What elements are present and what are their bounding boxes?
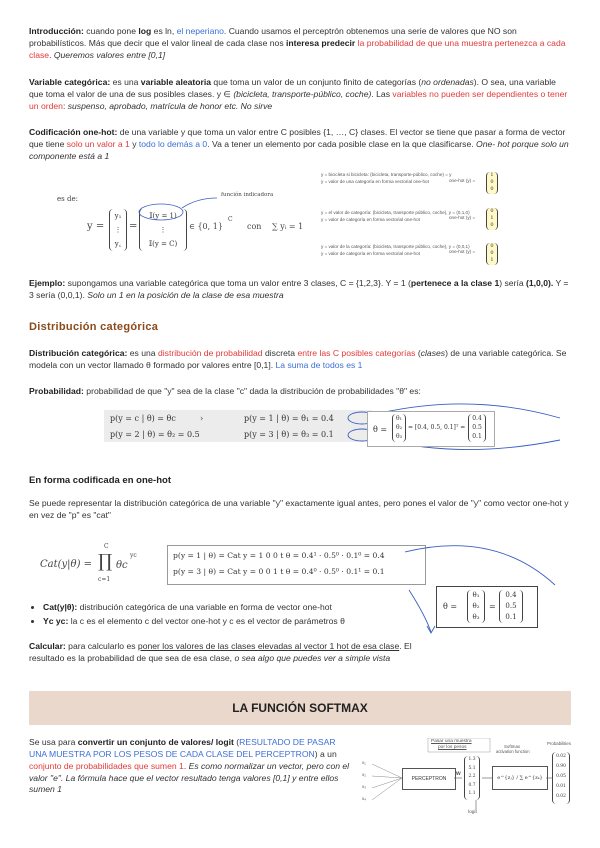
text: ) de una variable categórica. Se modela con un vector llamado θ formado por valores entre [0,1]. — [29, 348, 567, 370]
bullet-text: distribución categórica de una variable en forma de vector one-hot — [77, 602, 332, 612]
prob-value: 0.05 — [556, 774, 566, 779]
prob-eq-4: p(y = 3 | θ) = θ₃ = 0.1 — [244, 430, 334, 439]
ordenadas-term: no ordenadas — [421, 77, 474, 87]
onehot-vector-3 — [486, 243, 498, 265]
softmax-label: Softmax — [504, 744, 521, 749]
theta-label: θ = — [373, 425, 388, 434]
cat-theta-symbol: θ₃ — [472, 613, 480, 621]
onehot-figure: es de: y = y₁ ⋮ y꜀ = 𝕀(y = 1) ⋮ 𝕀(y = C) función indicadora ∈ {0, 1} C con ∑ yᵢ = 1 y = bicicleta si bicicleta: (bicicleta, transporte-público, coche) = y y = valor de una categoría en forma vectorial one-hot y = el valor de categoría: (bicicleta, transporte público, coche), y = (0,1,0) y = valor de categoría en forma vectorial one-hot y = valor de la categoría: (bicicleta, transporte público, coche), y = (0,0,1) y = valor de categoría en forma vectorial one-hot one-hot (y) = one-hot (y) = one-hot (y) = 1 0 0 0 1 0 0 0 1 — [29, 172, 571, 272]
cat-theta-label: θ = — [443, 602, 458, 611]
solo-highlight: solo un valor a 1 — [66, 138, 130, 149]
probabilities-label: Probabilities — [547, 741, 571, 746]
bullet-term: Cat(y|θ): — [43, 602, 78, 612]
prob-value: 0.01 — [556, 784, 566, 789]
prob-highlight: la probabilidad de que una muestra pertenezca a cada clase — [29, 37, 566, 60]
theta-box — [367, 411, 495, 447]
theta-symbol: θ₃ — [395, 433, 403, 440]
softmax-bold: convertir un conjunto de valores/ logit — [77, 737, 234, 747]
indicator-row-3: 𝕀(y = C) — [148, 240, 178, 248]
calcular-paragraph — [29, 641, 419, 665]
logit-value: 0.7 — [468, 782, 476, 788]
entre-highlight: entre las C posibles categorías — [297, 348, 416, 358]
annotation-text: función indicadora — [221, 192, 274, 198]
intro-label: Introducción: — [29, 26, 84, 36]
cat-equation — [40, 540, 170, 590]
text: . Va a tener un elemento por cada posible clase en la que clasificarse. — [207, 138, 477, 149]
theta-value: 0.1 — [472, 433, 482, 440]
text: . — [183, 760, 189, 771]
text: cuando pone — [83, 26, 139, 36]
ejemplos2-term: suspenso, aprobado, matrícula de honor etc. No sirve — [67, 100, 273, 111]
perceptron-box: PERCEPTRON — [402, 768, 456, 790]
input-node: x₃ — [362, 784, 367, 789]
dist-paragraph — [29, 348, 571, 372]
calcular-label: Calcular: — [29, 641, 66, 651]
probabilidad-label: Probabilidad: — [29, 386, 84, 396]
theta-symbol: θ₁ — [395, 415, 403, 422]
variable-paragraph — [29, 77, 571, 113]
vec-cell: 1 — [490, 172, 494, 178]
onehot-cat-paragraph — [29, 498, 571, 522]
cat-rhs: θc — [116, 560, 128, 571]
vec-cell: 0 — [490, 250, 494, 256]
theta-symbol: θ₂ — [395, 424, 403, 431]
logit-label: logit — [468, 810, 477, 815]
text: . Las — [371, 88, 393, 99]
vlabel-2: one-hot (y) = — [449, 215, 476, 220]
figure-y-label: y = — [87, 221, 105, 232]
softmax-paragraph — [29, 737, 354, 796]
calcular-italic: o sea algo que puedes ver a simple vista — [234, 652, 391, 663]
interesa-term: interesa predecir — [286, 37, 356, 48]
logit-value: 2.2 — [468, 774, 476, 780]
text: que toma un valor de un conjunto finito de categorías ( — [211, 77, 422, 87]
vlabel-3: one-hot (y) = — [449, 249, 476, 254]
cat-line-2: p(y = 3 | θ) = Cat y = 0 0 1 t θ = 0.4⁰ · 0.5⁰ · 0.1¹ = 0.1 — [173, 567, 385, 576]
prod-bottom: c=1 — [98, 576, 111, 583]
log-term: log — [138, 26, 152, 36]
note-1: y = bicicleta si bicicleta: (bicicleta, transporte-público, coche) = y — [321, 172, 452, 177]
vec-cell: 0 — [490, 243, 494, 249]
input-node: x₁ — [362, 760, 366, 765]
ejemplos-term: (bicicleta, transporte-público, coche) — [233, 88, 372, 99]
input-node: x₄ — [362, 796, 367, 801]
text: y — [129, 138, 139, 149]
vec-cell: 0 — [490, 186, 494, 192]
text: ) sería — [499, 278, 526, 288]
probability-vector — [552, 752, 570, 804]
probabilidad-paragraph — [29, 386, 571, 398]
vec-cell: 1 — [490, 257, 494, 263]
theta-value: 0.5 — [472, 424, 482, 431]
vec-cell: 0 — [490, 179, 494, 185]
onehot-vector-2 — [486, 208, 498, 230]
list-item — [43, 602, 429, 614]
cat-lhs: Cat(y|θ) = — [40, 559, 93, 570]
section-heading-distribucion: Distribución categórica — [29, 321, 159, 333]
cat-theta-symbol: θ₂ — [472, 602, 480, 610]
text: . El resultado es la probabilidad de que sea de esa clase, — [29, 641, 412, 663]
text: . — [49, 49, 54, 60]
text: ). O sea, una variable que toma el valor de una de sus posibles clases. y ∈ — [29, 77, 556, 99]
softmax-formula-box: e^{zⱼ} / ∑ e^{zₖ} — [492, 766, 548, 790]
text: es una — [110, 77, 141, 87]
figure-sup: C — [228, 216, 233, 223]
vlabel-1: one-hot (y) = — [449, 178, 476, 183]
logit-value: 5.1 — [468, 765, 476, 771]
logit-value: 1.1 — [468, 791, 476, 797]
text: de una variable y que toma un valor entre C posibles {1, …, C} clases. El vector se tiene que pasar a forma de vector que tiene — [29, 127, 566, 149]
suma-highlight: La suma de todos es 1 — [275, 359, 363, 370]
figure-con: con — [247, 222, 262, 231]
ejemplo-label: Ejemplo: — [29, 278, 66, 288]
theta-eq: = [0.4, 0.5, 0.1]ᵀ = — [408, 424, 466, 431]
onehot-label: Codificación one-hot: — [29, 127, 118, 137]
text: . Cuando usamos el perceptrón obtenemos una serie de valores que NO son probabilísticos. Más que decir que el valor lineal de cada clase nos — [29, 26, 517, 48]
note-2: y = valor de una categoría en forma vectorial one-hot — [321, 179, 429, 184]
figure-in: ∈ {0, 1} — [189, 222, 223, 231]
clases-term: clases — [420, 348, 446, 358]
theta-value: 0.4 — [472, 415, 482, 422]
text: es una — [127, 348, 158, 358]
cat-theta-values — [499, 590, 523, 623]
cat-theta-value: 0.4 — [505, 591, 517, 599]
text: ( — [415, 348, 421, 358]
intro-paragraph — [29, 26, 571, 62]
prod-symbol: ∏ — [98, 551, 113, 572]
prob-eq-2: p(y = 1 | θ) = θ₁ = 0.4 — [244, 414, 334, 423]
ejemplo-paragraph — [29, 278, 571, 302]
diagram-top-1: Pasar una muestra — [431, 739, 472, 744]
text: ( — [233, 737, 240, 747]
softmax-blue: RESULTADO DE PASAR UNA MUESTRA POR LOS PESOS DE CADA CLASE DEL PERCEPTRON — [29, 737, 336, 759]
softmax-banner — [29, 691, 571, 725]
bullet-list — [29, 602, 429, 630]
onehot-vector-1 — [486, 172, 498, 194]
prod-top: C — [104, 543, 109, 550]
y-vector: y₁ ⋮ y꜀ — [109, 209, 127, 251]
theta-symbol-vector — [392, 414, 406, 442]
cat-theta-value: 0.1 — [505, 613, 517, 621]
note-3: y = el valor de categoría: (bicicleta, transporte público, coche), y = (0,1,0) — [321, 210, 470, 215]
softmax-highlight: conjunto de probabilidades que sumen 1 — [29, 760, 184, 771]
text: Y = 3 sería (0,0,1). — [29, 278, 569, 300]
text: Se puede representar la distribución categórica de una variable "y" exactamente igual antes, pero pones el valor de "y" como vector one-hot y en vez de "p" es "cat" — [29, 498, 569, 520]
dist-label: Distribución categórica: — [29, 348, 128, 358]
cat-theta-box: θ = θ₁ θ₂ θ₃ = 0.4 0.5 0.1 — [436, 586, 538, 628]
onehot-paragraph — [29, 127, 571, 163]
note-5: y = valor de la categoría: (bicicleta, transporte público, coche), y = (0,0,1) — [321, 244, 470, 249]
nopueden-highlight: variables no pueden ser dependientes o tener un orden — [29, 88, 568, 111]
list-item — [43, 616, 429, 628]
indicator-row-2: ⋮ — [159, 226, 167, 234]
prob-value: 0.02 — [556, 754, 566, 759]
pert-term: pertenece a la clase 1 — [410, 278, 500, 288]
cat-rhs-sup: yc — [130, 552, 137, 559]
text: : — [62, 100, 68, 111]
bullet-text: la c es el elemento c del vector one-hot y c es el vector de parámetros θ — [68, 615, 345, 626]
cat-theta-symbol: θ₁ — [472, 591, 480, 599]
text: discreta — [262, 348, 298, 358]
softmax-diagram — [358, 738, 573, 822]
text: ) a un — [314, 748, 337, 759]
indicator-row-1: 𝕀(y = 1) — [149, 212, 177, 220]
text: es ln, — [151, 26, 177, 36]
dp-highlight: distribución de probabilidad — [157, 348, 263, 358]
prob-eq-1: p(y = c | θ) = θc — [110, 414, 176, 423]
note-4: y = valor de categoría en forma vectorial one-hot — [321, 217, 420, 222]
cat-theta-value: 0.5 — [505, 602, 517, 610]
text: para calcularlo es — [65, 641, 138, 651]
v1-term: (1,0,0). — [526, 278, 554, 288]
neperiano-term: el neperiano — [176, 26, 224, 36]
text: probabilidad de que "y" sea de la clase "c" dada la distribución de probabilidades "θ" es: — [83, 386, 421, 396]
prob-value: 0.90 — [556, 764, 566, 769]
logit-vector — [464, 756, 480, 800]
figure-es-label: es de: — [57, 195, 78, 203]
cat-line-1: p(y = 1 | θ) = Cat y = 1 0 0 t θ = 0.4¹ · 0.5⁰ · 0.1⁰ = 0.4 — [173, 551, 385, 560]
bullet-term: Yc yc: — [43, 615, 69, 626]
cat-example-box — [167, 545, 426, 585]
text: supongamos una variable categórica que toma un valor entre 3 clases, C = {1,2,3}. Y = 1 ( — [65, 278, 411, 288]
figure-sum: ∑ yᵢ = 1 — [272, 222, 304, 231]
queremos-note: Queremos valores entre [0,1] — [53, 49, 166, 60]
vec-cell: 0 — [490, 222, 494, 228]
input-node: x₂ — [362, 772, 367, 777]
cat-theta-symbols — [467, 590, 485, 623]
calcular-underline: poner los valores de las clases elevadas al vector 1 hot de esa clase — [137, 641, 400, 651]
logit-value: 1.3 — [468, 757, 476, 762]
prob-eq-3: p(y = 2 | θ) = θ₂ = 0.5 — [110, 430, 200, 439]
section-heading-onehot: En forma codificada en one-hot — [29, 475, 171, 486]
text: Se usa para — [29, 737, 78, 747]
softmax-italic: Es como normalizar un vector, pero con el valor "e". La fórmula hace que el vector resultado tenga valores [0,1] y entre ellos sumen 1 — [29, 760, 350, 795]
softmax-title: LA FUNCIÓN SOFTMAX — [232, 700, 368, 715]
todo-highlight: todo lo demás a 0 — [138, 138, 208, 149]
variable-label: Variable categórica: — [29, 77, 111, 87]
prob-equations-box: p(y = c | θ) = θc › p(y = 1 | θ) = θ₁ = 0.4 p(y = 2 | θ) = θ₂ = 0.5 p(y = 3 | θ) = θ₃ = 0.1 — [104, 410, 372, 442]
theta-value-vector — [468, 414, 486, 442]
note-6: y = valor de categoría en forma vectorial one-hot — [321, 251, 420, 256]
aleatoria-term: variable aleatoria — [140, 77, 212, 87]
onehot-italic: One- hot porque solo un componente está a 1 — [29, 138, 569, 161]
softmax-sublabel: activation function — [496, 749, 530, 754]
solo-note: Solo un 1 en la posición de la clase de esa muestra — [87, 289, 284, 300]
prob-value: 0.02 — [556, 794, 566, 799]
weights-label: w — [456, 771, 461, 777]
vec-cell: 1 — [490, 215, 494, 221]
vec-cell: 0 — [490, 208, 494, 214]
diagram-top-2: por los pesos — [438, 745, 467, 750]
